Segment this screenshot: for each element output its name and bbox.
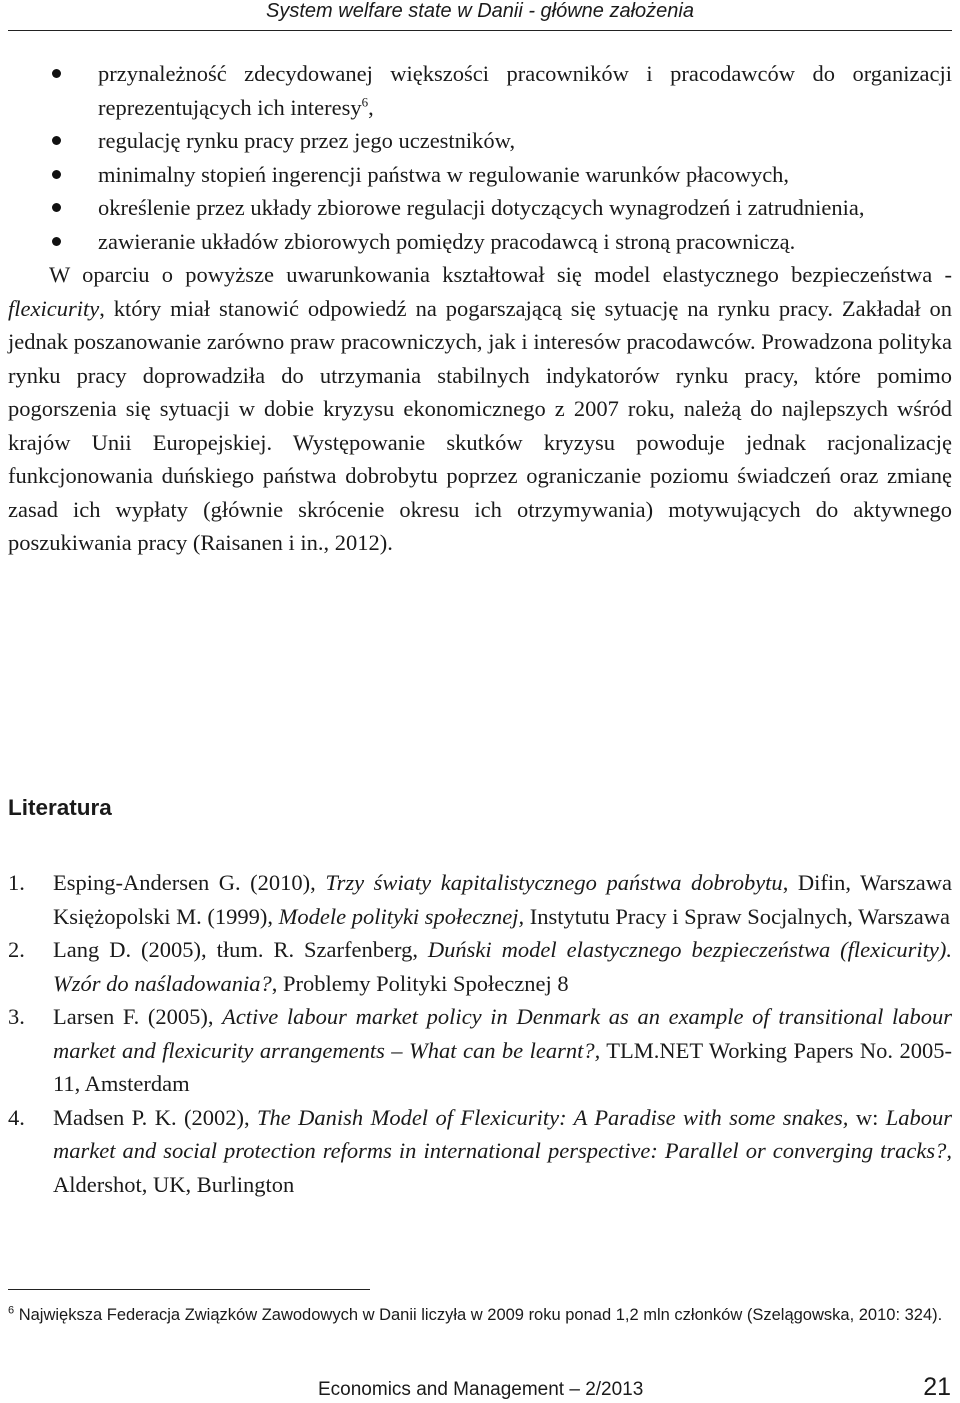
reference-item (8, 1101, 952, 1202)
bullet-text: minimalny stopień ingerencji państwa w regulowanie warunków płacowych, (98, 161, 790, 187)
footnote-mark: 6 (8, 1304, 15, 1317)
reference-item (8, 866, 952, 933)
reference-list (8, 866, 952, 1201)
reference-text: Aldershot, UK, Burlington (53, 1171, 295, 1197)
reference-number: 1. (8, 870, 25, 895)
reference-text: Madsen P. K. (2002), (53, 1104, 257, 1130)
reference-number: 2. (8, 937, 25, 962)
bullet-item (8, 57, 952, 124)
paragraph-term-flexicurity: flexicurity (8, 295, 100, 321)
bullet-icon (52, 237, 61, 246)
main-content (8, 57, 952, 560)
journal-name: Economics and Management – 2/2013 (318, 1379, 644, 1400)
bullet-text: przynależność zdecydowanej większości pracowników i pracodawców do organizacji reprezentujących ich interesy (98, 61, 952, 120)
reference-number: 4. (8, 1104, 25, 1130)
paragraph-text-2: , który miał stanowić odpowiedź na pogarszającą się sytuację na rynku pracy. Zakładał on jednak poszanowanie zarówno praw pracowniczych, jak i interesów pracodawców. Prowadzona polityka rynku pracy doprowadziła do utrzymania stabilnych indykatorów rynku pracy, które pomimo pogorszenia się sytuacji w dobie kryzysu ekonomicznego z 2007 roku, należą do najlepszych wśród krajów Unii Europejskiej. Występowanie skutków kryzysu powoduje jednak racjonalizację funkcjonowania duńskiego państwa dobrobytu poprzez ograniczanie poziomu świadczeń oraz zmianę zasad ich wypłaty (głównie skrócenie okresu ich otrzymywania) motywujących do aktywnego poszukiwania pracy (Raisanen i in., 2012). (8, 295, 952, 555)
reference-text: , Problemy Polityki Społecznej 8 (271, 970, 569, 996)
literature-heading: Literatura (8, 795, 112, 820)
reference-text: Lang D. (2005), tłum. R. Szarfenberg, (53, 937, 428, 962)
bullet-icon (52, 170, 61, 179)
bullet-text-tail: , (368, 94, 374, 120)
bullet-item (8, 158, 952, 192)
reference-title: Labour market and social protection reforms in international perspective: Parallel or converging tracks?, (53, 1104, 953, 1163)
running-title: System welfare state w Danii - główne założenia (266, 0, 694, 22)
reference-text: Esping-Andersen G. (2010), (53, 870, 326, 895)
reference-item (8, 1000, 952, 1101)
bullet-text: określenie przez układy zbiorowe regulacji dotyczących wynagrodzeń i zatrudnienia, (98, 195, 865, 220)
bullet-icon (52, 69, 61, 78)
bullet-item (8, 191, 952, 225)
body-paragraph (8, 258, 952, 560)
running-header (0, 0, 960, 28)
reference-title: Active labour market policy in Denmark as an example of transitional labour market and flexicurity arrangements – What can be learnt?, (53, 1004, 952, 1063)
footnote (8, 1302, 952, 1329)
footnote-text: Największa Federacja Związków Zawodowych w Danii liczyła w 2009 roku ponad 1,2 mln członków (Szelągowska, 2010: 324). (14, 1306, 943, 1324)
bullet-text: zawieranie układów zbiorowych pomiędzy pracodawcą i stroną pracowniczą. (98, 228, 796, 254)
reference-title: The Danish Model of Flexicurity: A Paradise with some snakes, (257, 1104, 849, 1130)
page-number: 21 (923, 1373, 951, 1401)
reference-item (8, 933, 952, 1000)
reference-text: Larsen F. (2005), (53, 1004, 223, 1029)
paragraph-text-1: W oparciu o powyższe uwarunkowania kształtował się model elastycznego bezpieczeństwa - (49, 262, 952, 287)
reference-text: Instytutu Pracy i Spraw Socjalnych, Warszawa (524, 903, 950, 929)
reference-text: , Difin, Warszawa Księżopolski M. (1999), (53, 870, 952, 929)
reference-number: 3. (8, 1004, 25, 1029)
reference-title: Modele polityki społecznej, (278, 903, 525, 929)
bullet-text: regulację rynku pracy przez jego uczestników, (98, 128, 516, 153)
bullet-item (8, 225, 952, 259)
reference-title: Trzy światy kapitalistycznego państwa dobrobytu (325, 870, 783, 895)
bullet-icon (52, 136, 61, 145)
reference-text: TLM.NET Working Papers No. 2005-11, Amsterdam (53, 1037, 952, 1096)
bullet-icon (52, 203, 61, 212)
bullet-list (8, 57, 952, 258)
reference-text: w: (848, 1104, 886, 1130)
header-rule (8, 30, 952, 31)
page-footer (0, 1373, 960, 1403)
bullet-item (8, 124, 952, 158)
footnote-ref[interactable]: 6 (361, 94, 369, 109)
footnote-rule (8, 1289, 370, 1290)
reference-title: Duński model elastycznego bezpieczeństwa (flexicurity). Wzór do naśladowania? (53, 937, 953, 996)
